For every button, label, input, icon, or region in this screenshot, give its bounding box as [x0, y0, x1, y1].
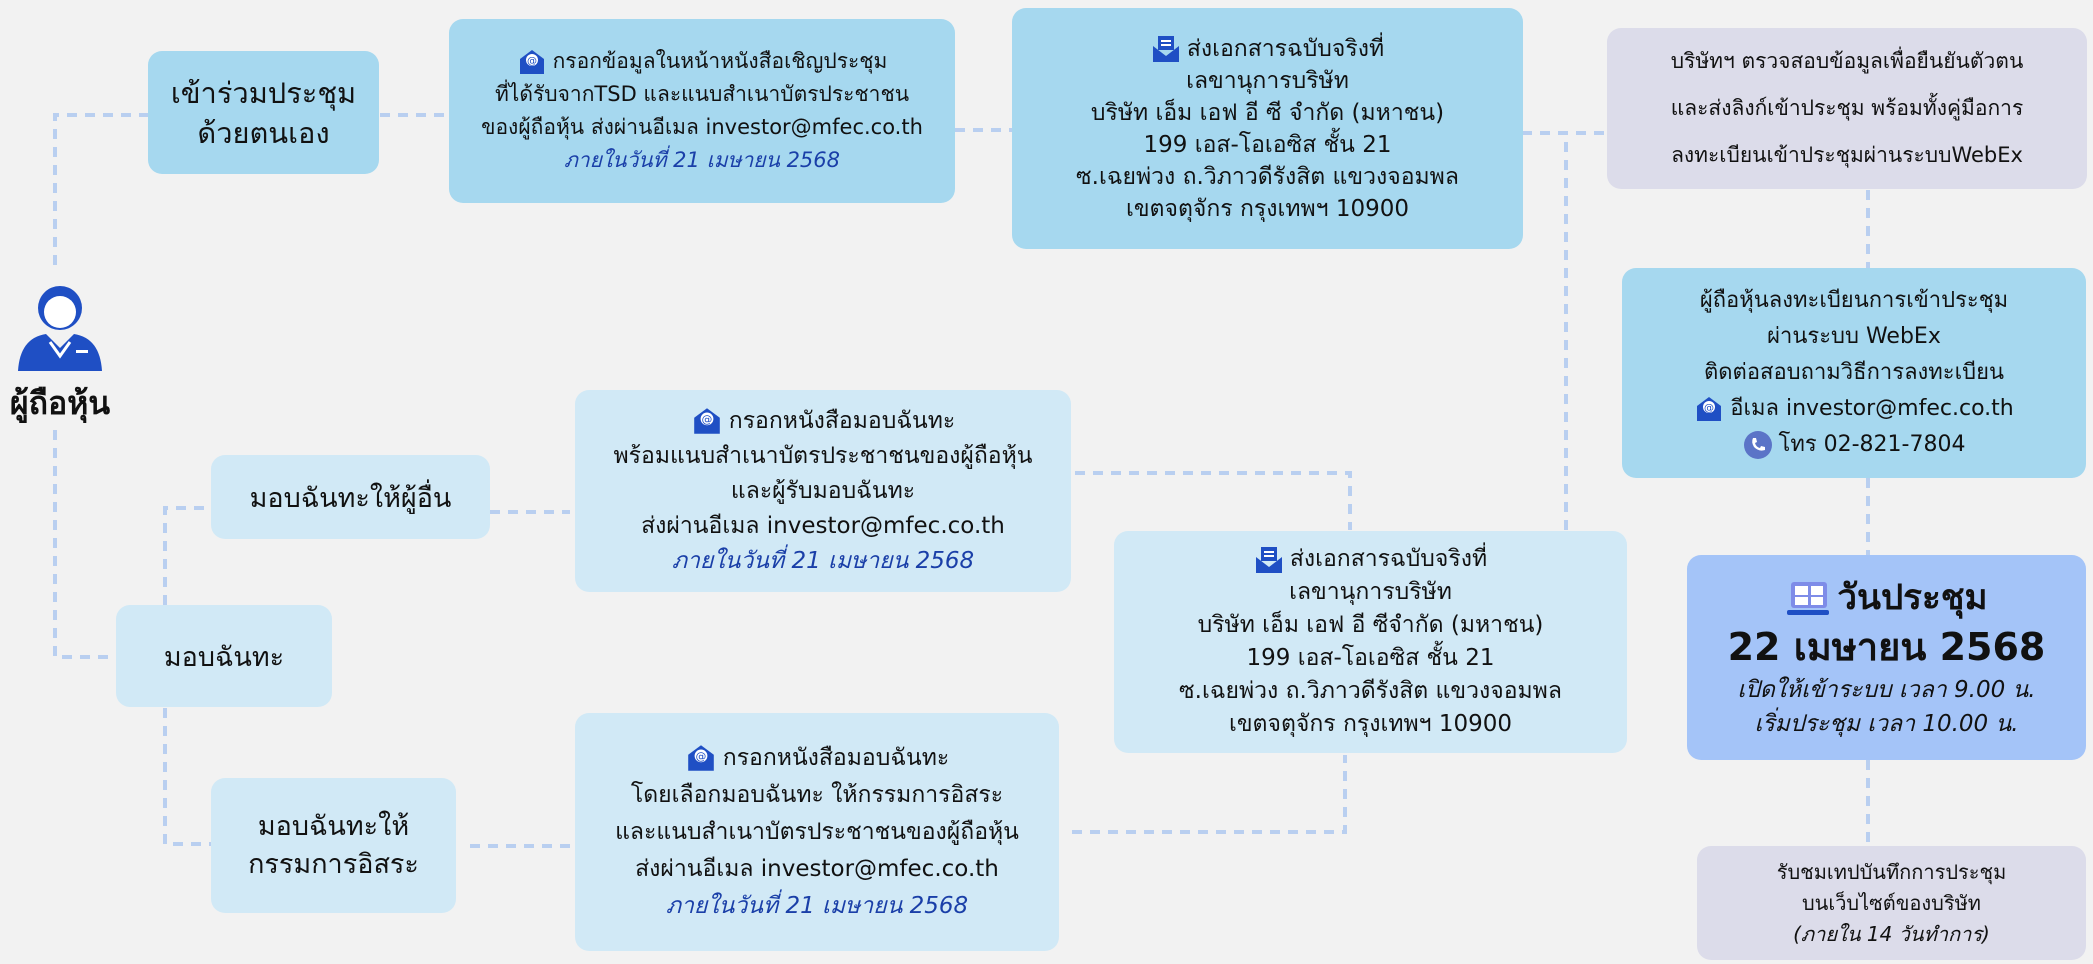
proxy-send-line-4: 199 เอส-โอเอซิส ชั้น 21 — [1246, 645, 1495, 671]
connector-shareholder-proxy — [55, 430, 116, 657]
proxy-other-deadline: ภายในวันที่ 21 เมษายน 2568 — [671, 547, 975, 574]
proxy-other-form-line-3: และผู้รับมอบฉันทะ — [730, 477, 916, 504]
email-icon — [691, 405, 723, 437]
proxy-independent-form-box — [575, 713, 1059, 951]
attend-self-send-line-2: เลขานุการบริษัท — [1186, 67, 1349, 94]
proxy-other-form-line-2: พร้อมแนบสำเนาบัตรประชาชนของผู้ถือหุ้น — [613, 442, 1033, 469]
attend-self-form-line-2: ที่ได้รับจากTSD และแนบสำเนาบัตรประชาชน — [494, 82, 910, 106]
connector-proxy-branch — [165, 708, 211, 844]
proxy-independent-form-line-1: กรอกหนังสือมอบฉันทะ — [722, 744, 950, 771]
recording-box — [1697, 846, 2086, 960]
attend-self-label-line-1: เข้าร่วมประชุม — [170, 75, 357, 110]
proxy-send-line-5: ซ.เฉยพ่วง ถ.วิภาวดีรังสิต แขวงจอมพล — [1179, 678, 1562, 704]
proxy-send-line-3: บริษัท เอ็ม เอฟ อี ซีจำกัด (มหาชน) — [1197, 612, 1544, 638]
attend-self-send-line-6: เขตจตุจักร กรุงเทพฯ 10900 — [1125, 195, 1410, 222]
attend-self-send-line-4: 199 เอส-โอเอซิส ชั้น 21 — [1143, 131, 1392, 158]
connector-independent-form-send — [1072, 755, 1345, 832]
svg-text:@: @ — [1704, 403, 1715, 414]
attend-self-box — [148, 51, 379, 174]
attend-self-form-line-3: ของผู้ถือหุ้น ส่งผ่านอีเมล investor@mfec.co.th — [481, 115, 923, 139]
proxy-send-line-6: เขตจตุจักร กรุงเทพฯ 10900 — [1228, 711, 1513, 737]
svg-text:@: @ — [695, 750, 707, 764]
verify-line-2: และส่งลิงก์เข้าประชุม พร้อมทั้งคู่มือการ — [1670, 96, 2024, 120]
email-icon — [1694, 394, 1724, 424]
verify-line-3: ลงทะเบียนเข้าประชุมผ่านระบบWebEx — [1671, 143, 2023, 167]
proxy-independent-form-line-4: ส่งผ่านอีเมล investor@mfec.co.th — [635, 855, 999, 882]
email-icon — [517, 47, 547, 77]
proxy-other-form-line-4: ส่งผ่านอีเมล investor@mfec.co.th — [641, 512, 1005, 539]
recording-line-1: รับชมเทปบันทึกการประชุม — [1776, 859, 2007, 884]
register-line-1: ผู้ถือหุ้นลงทะเบียนการเข้าประชุม — [1699, 288, 2009, 313]
svg-text:@: @ — [701, 413, 713, 427]
proxy-independent-label-line-2: กรรมการอิสระ — [248, 848, 419, 880]
proxy-label: มอบฉันทะ — [163, 641, 285, 673]
recording-line-2: บนเว็บไซต์ของบริษัท — [1801, 890, 1981, 915]
connector-shareholder-attend — [55, 115, 148, 265]
proxy-independent-box — [211, 778, 456, 913]
connector-proxy-branch-top — [165, 508, 211, 605]
meeting-start-time: เริ่มประชุม เวลา 10.00 น. — [1754, 710, 2019, 737]
attend-self-send-line-5: ซ.เฉยพ่วง ถ.วิภาวดีรังสิต แขวงจอมพล — [1076, 163, 1459, 190]
proxy-independent-label-line-1: มอบฉันทะให้ — [257, 810, 410, 842]
proxy-independent-form-line-3: และแนบสำเนาบัตรประชาชนของผู้ถือหุ้น — [615, 818, 1019, 845]
proxy-other-form-line-1: กรอกหนังสือมอบฉันทะ — [728, 407, 956, 434]
meeting-box — [1687, 555, 2086, 760]
recording-note: (ภายใน 14 วันทำการ) — [1793, 921, 1990, 946]
proxy-independent-form-line-2: โดยเลือกมอบฉันทะ ให้กรรมการอิสระ — [630, 781, 1004, 808]
attend-self-form-line-1: กรอกข้อมูลในหน้าหนังสือเชิญประชุม — [552, 49, 888, 73]
document-mail-icon — [1254, 545, 1284, 575]
meeting-open-time: เปิดให้เข้าระบบ เวลา 9.00 น. — [1737, 676, 2036, 703]
register-phone: โทร 02-821-7804 — [1778, 432, 1966, 457]
attend-self-send-line-3: บริษัท เอ็ม เอฟ อี ซี จำกัด (มหาชน) — [1090, 99, 1445, 126]
proxy-box — [116, 605, 332, 707]
verify-line-1: บริษัทฯ ตรวจสอบข้อมูลเพื่อยืนยันตัวตน — [1670, 49, 2024, 73]
email-icon — [685, 742, 717, 774]
document-mail-icon — [1151, 34, 1181, 64]
attend-self-deadline: ภายในวันที่ 21 เมษายน 2568 — [563, 148, 841, 172]
proxy-other-label: มอบฉันทะให้ผู้อื่น — [249, 482, 452, 514]
person-icon — [10, 276, 110, 376]
register-line-3: ติดต่อสอบถามวิธีการลงทะเบียน — [1703, 360, 2005, 385]
proxy-send-line-1: ส่งเอกสารฉบับจริงที่ — [1289, 546, 1488, 572]
register-email: อีเมล investor@mfec.co.th — [1730, 396, 2014, 421]
proxy-other-form-box — [575, 390, 1071, 592]
proxy-send-box — [1114, 531, 1627, 753]
attend-self-send-box — [1012, 8, 1523, 249]
proxy-other-box — [211, 455, 490, 539]
register-line-2: ผ่านระบบ WebEx — [1767, 324, 1941, 349]
meeting-date: 22 เมษายน 2568 — [1727, 624, 2046, 669]
svg-text:@: @ — [526, 56, 537, 67]
attend-self-form-box — [449, 19, 955, 203]
proxy-send-line-2: เลขานุการบริษัท — [1289, 579, 1452, 605]
verify-box — [1607, 28, 2087, 189]
meeting-title: วันประชุม — [1837, 577, 1988, 618]
connector-other-form-send — [1075, 473, 1350, 530]
proxy-independent-deadline: ภายในวันที่ 21 เมษายน 2568 — [665, 892, 969, 919]
register-box — [1622, 268, 2086, 478]
video-conference-icon — [1785, 578, 1831, 620]
attend-self-send-line-1: ส่งเอกสารฉบับจริงที่ — [1186, 35, 1385, 62]
phone-icon — [1743, 430, 1773, 460]
shareholder-label: ผู้ถือหุ้น — [9, 384, 111, 422]
attend-self-label-line-2: ด้วยตนเอง — [197, 115, 330, 150]
shareholder-node — [0, 276, 120, 429]
